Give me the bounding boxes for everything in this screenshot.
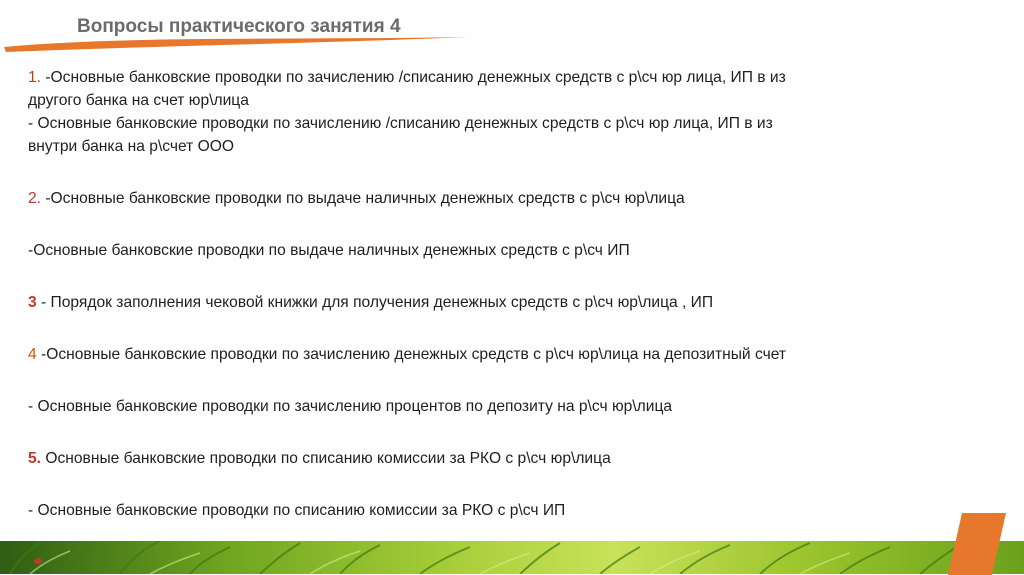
item-2-text: -Основные банковские проводки по выдаче наличных денежных средств с р\сч юр\лица (41, 190, 685, 207)
item-4-number: 4 (28, 346, 37, 363)
item-1-line (28, 66, 1018, 89)
item-3-text: - Порядок заполнения чековой книжки для получения денежных средств с р\сч юр\лица , ИП (36, 294, 714, 311)
orange-corner-tab (948, 513, 1006, 575)
item-5b-text: - Основные банковские проводки по списанию комиссии за РКО с р\сч ИП (28, 502, 566, 519)
item-2-line (28, 187, 1018, 210)
grass-blades (0, 541, 1024, 574)
item-1-text: -Основные банковские проводки по зачислению /списанию денежных средств с р\сч юр лица, ИП в из (41, 69, 786, 86)
orange-accent-stroke (0, 0, 1024, 70)
slide-title: Вопросы практического занятия 4 (77, 16, 401, 37)
item-1b-text: - Основные банковские проводки по зачислению /списанию денежных средств с р\сч юр лица, ИП в из (28, 115, 773, 132)
item-1-number: 1. (28, 69, 42, 86)
item-5-line (28, 447, 1018, 470)
item-4-text: -Основные банковские проводки по зачислению денежных средств с р\сч юр\лица на депозитный счет (36, 346, 786, 363)
item-4b-text: - Основные банковские проводки по зачислению процентов по депозиту на р\сч юр\лица (28, 398, 673, 415)
grass-footer-image (0, 541, 1024, 574)
item-1-text-cont: другого банка на счет юр\лица (28, 92, 249, 109)
ladybug-icon (34, 558, 42, 564)
item-3-line (28, 291, 1018, 314)
item-5-number: 5. (28, 450, 42, 467)
questions-list (28, 66, 1018, 522)
item-2-number: 2. (28, 190, 42, 207)
item-4-line (28, 343, 1018, 366)
item-1b-text-cont: внутри банка на р\счет ООО (28, 138, 234, 155)
item-5-text: Основные банковские проводки по списанию комиссии за РКО с р\сч юр\лица (41, 450, 611, 467)
item-2b-text: -Основные банковские проводки по выдаче наличных денежных средств с р\сч ИП (28, 242, 630, 259)
item-3-number: 3 (28, 294, 37, 311)
